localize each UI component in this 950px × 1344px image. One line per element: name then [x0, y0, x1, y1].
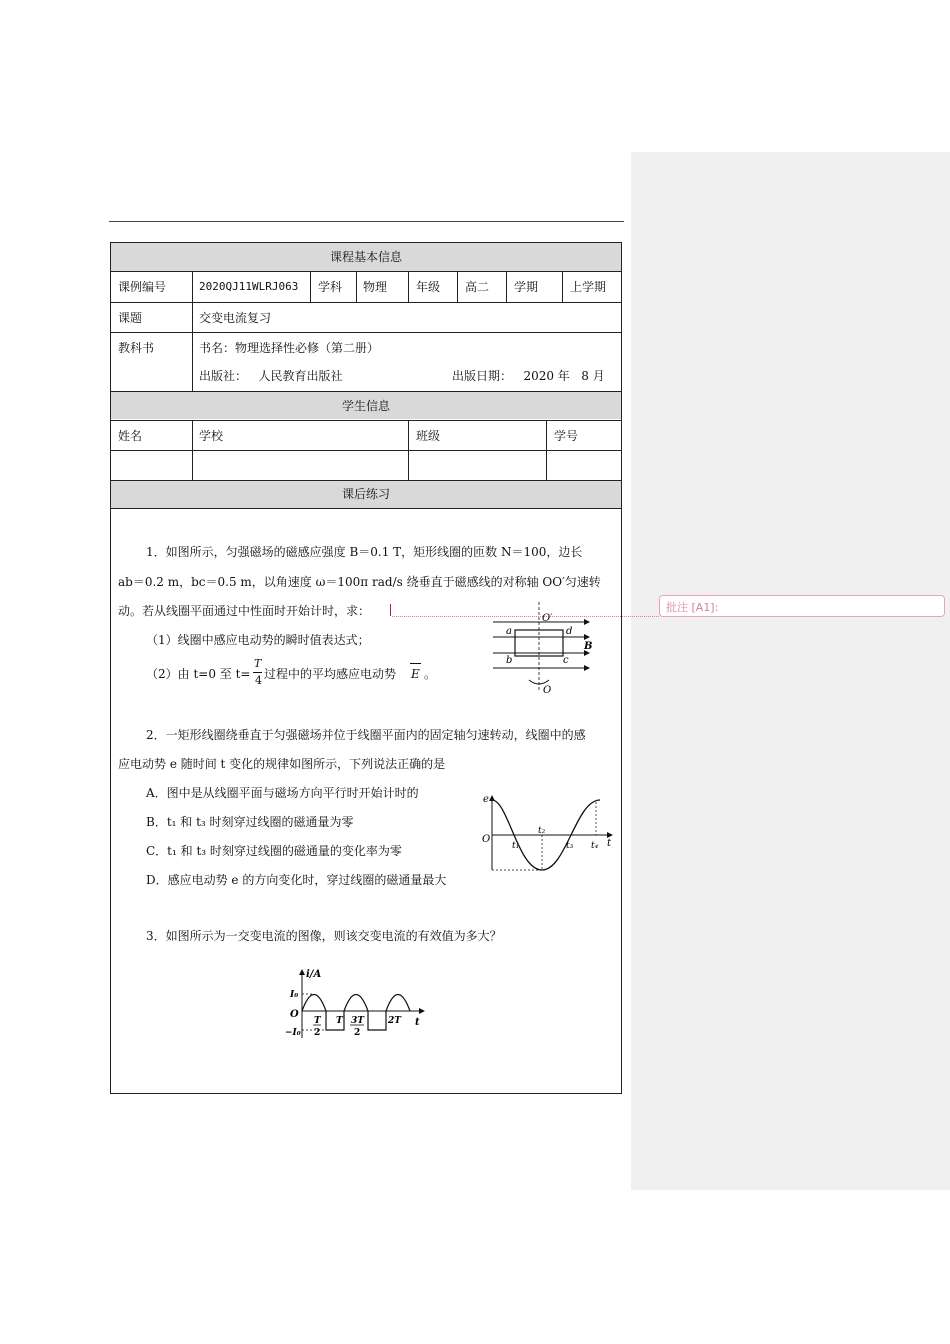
row-divider: [110, 332, 622, 333]
q2-option-d: D．感应电动势 e 的方向变化时，穿过线圈的磁通量最大: [146, 873, 447, 887]
subject-value: 物理: [363, 280, 388, 294]
q3-line1: 3．如图所示为一交变电流的图像，则该交变电流的有效值为多大？: [146, 929, 502, 943]
student-no-label: 学号: [554, 429, 579, 443]
col-divider: [192, 420, 193, 480]
q2-fig-t1: t₁: [512, 841, 520, 851]
pub-date: 出版日期： 2020 年 8 月: [452, 369, 605, 383]
grade-value: 高二: [465, 280, 490, 294]
q2-fig-t: t: [607, 838, 612, 849]
q2-line2: 应电动势 e 随时间 t 变化的规律如图所示，下列说法正确的是: [118, 757, 446, 771]
row-divider: [110, 391, 622, 392]
q2-option-a: A．图中是从线圈平面与磁场方向平行时开始计时的: [146, 786, 419, 800]
comment-sidebar: [631, 152, 950, 1190]
q3-fig-T-num: T: [314, 1016, 321, 1026]
q1-fig-d: d: [566, 626, 573, 637]
term-value: 上学期: [570, 280, 607, 294]
topic-value: 交变电流复习: [199, 311, 272, 325]
q3-fig-3T-den: 2: [354, 1028, 361, 1038]
col-divider: [506, 271, 507, 302]
col-divider: [457, 271, 458, 302]
col-divider: [562, 271, 563, 302]
q1-sub2-a: （2）由 t=0 至 t=: [146, 667, 251, 681]
case-no-value: 2020QJ11WLRJ063: [199, 280, 299, 293]
q3-fig-I0: I₀: [290, 990, 299, 1000]
q1-fig-O-top: O′: [542, 613, 553, 624]
row-divider: [110, 302, 622, 303]
header-rule: [109, 221, 624, 222]
q2-fig-t2: t₂: [538, 826, 546, 836]
row-divider: [110, 508, 622, 509]
q2-emf-figure: [478, 790, 618, 880]
q3-fig-T-den: 2: [314, 1028, 321, 1038]
q1-frac-den: 4: [255, 674, 262, 687]
col-divider: [408, 271, 409, 302]
q2-option-c: C．t₁ 和 t₃ 时刻穿过线圈的磁通量的变化率为零: [146, 844, 402, 858]
subject-label: 学科: [318, 280, 343, 294]
col-divider: [192, 271, 193, 391]
exercise-title: 课后练习: [341, 487, 390, 501]
col-divider: [546, 420, 547, 480]
col-divider: [310, 271, 311, 302]
q1-fig-b: b: [506, 655, 513, 666]
q3-fig-2T: 2T: [388, 1016, 401, 1026]
q1-frac-num: T: [254, 657, 262, 670]
book-name: 书名：物理选择性必修（第二册）: [199, 341, 380, 355]
q1-line2: ab＝0.2 m，bc＝0.5 m，以角速度 ω＝100π rad/s 绕垂直于磁感线的对称轴 OO′匀速转: [118, 575, 601, 589]
course-info-title: 课程基本信息: [329, 250, 402, 264]
publisher: 出版社： 人民教育出版社: [199, 369, 343, 383]
grade-label: 年级: [416, 280, 441, 294]
q1-frac-bar: [253, 672, 262, 673]
name-label: 姓名: [118, 429, 143, 443]
topic-label: 课题: [118, 311, 143, 325]
q1-fig-a: a: [506, 626, 512, 637]
q1-sub2-end: 。: [424, 667, 437, 681]
row-divider: [110, 271, 622, 272]
col-divider: [356, 271, 357, 302]
student-info-title: 学生信息: [341, 399, 390, 413]
q2-line1: 2．一矩形线圈绕垂直于匀强磁场并位于线圈平面内的固定轴匀速转动，线圈中的感: [146, 728, 586, 742]
q2-fig-O: O: [482, 834, 491, 845]
row-divider: [110, 480, 622, 481]
q1-avg-e: E: [411, 667, 420, 681]
q2-option-b: B．t₁ 和 t₃ 时刻穿过线圈的磁通量为零: [146, 815, 354, 829]
term-label: 学期: [514, 280, 539, 294]
q3-current-figure: [284, 966, 429, 1041]
q3-fig-T: T: [336, 1016, 343, 1026]
case-no-label: 课例编号: [118, 280, 167, 294]
q3-fig-ylabel: i/A: [306, 969, 322, 980]
q2-fig-t4: t₄: [591, 841, 599, 851]
comment-label: 批注 [A1]:: [666, 601, 719, 614]
textbook-label: 教科书: [118, 341, 155, 355]
q1-coil-figure: [485, 600, 600, 700]
class-label: 班级: [416, 429, 441, 443]
q1-avg-bar: [410, 663, 421, 664]
q2-fig-t3: t₃: [566, 841, 574, 851]
comment-bubble[interactable]: [659, 595, 945, 617]
q1-sub2-b: 过程中的平均感应电动势: [264, 667, 397, 681]
q3-fig-negI0: −I₀: [285, 1028, 301, 1038]
col-divider: [408, 420, 409, 480]
q3-fig-3T-num: 3T: [351, 1016, 364, 1026]
q1-fig-B: B: [584, 641, 593, 652]
q1-fig-O-bot: O: [543, 685, 552, 696]
q1-line3: 动。若从线圈平面通过中性面时开始计时，求：: [118, 604, 371, 618]
q1-sub1: （1）线圈中感应电动势的瞬时值表达式；: [146, 633, 370, 647]
q2-fig-e: e: [483, 794, 489, 805]
q1-fig-c: c: [563, 655, 569, 666]
school-label: 学校: [199, 429, 224, 443]
q1-line1: 1．如图所示，匀强磁场的磁感应强度 B＝0.1 T，矩形线圈的匝数 N＝100，边长: [146, 545, 583, 559]
q3-fig-t: t: [415, 1017, 420, 1028]
q3-fig-O: O: [290, 1009, 299, 1020]
